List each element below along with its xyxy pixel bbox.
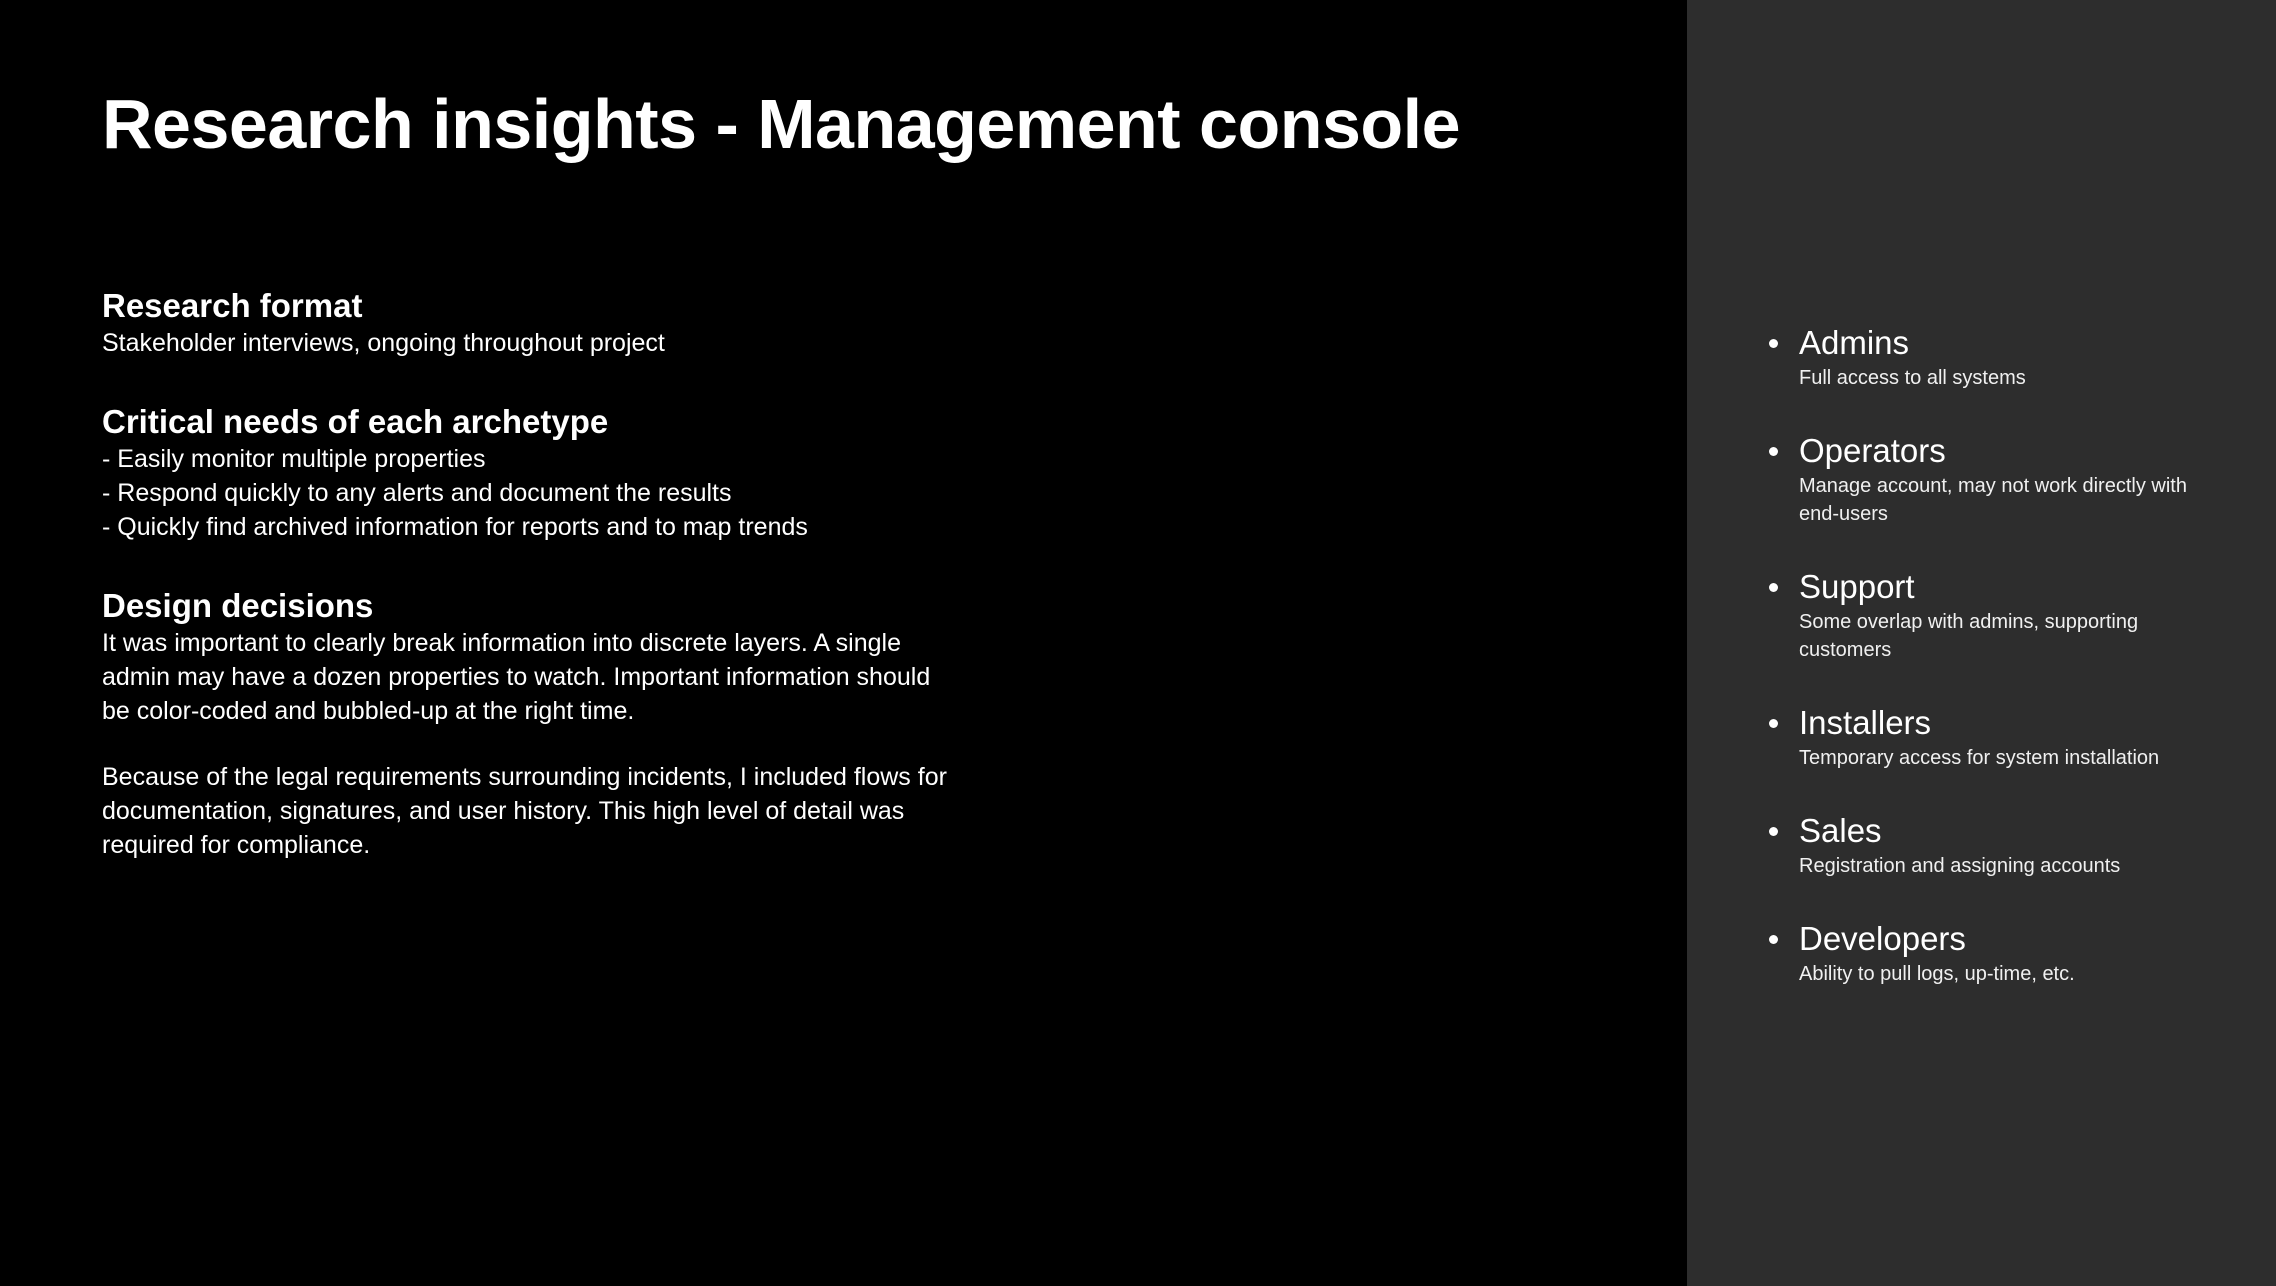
role-item-support (1760, 566, 2230, 664)
bullet-icon (1769, 447, 1778, 456)
critical-need-item: - Easily monitor multiple properties (102, 445, 486, 473)
role-name: Installers (1799, 704, 1932, 741)
critical-needs-list (102, 442, 962, 544)
role-item-operators (1760, 430, 2230, 528)
role-description: Full access to all systems (1799, 367, 2026, 389)
critical-need-item: - Respond quickly to any alerts and document the results (102, 479, 732, 507)
role-item-sales (1760, 810, 2230, 880)
critical-need-item: - Quickly find archived information for reports and to map trends (102, 513, 808, 541)
design-decisions-heading: Design decisions (102, 587, 374, 624)
role-description: Manage account, may not work directly with end-users (1799, 475, 2187, 525)
roles-list (1760, 322, 2230, 1026)
design-decisions-paragraph: Because of the legal requirements surrounding incidents, I included flows for documentation, signatures, and user history. This high level of detail was required for compliance. (102, 763, 947, 859)
research-format-text: Stakeholder interviews, ongoing throughout project (102, 329, 665, 357)
role-description: Ability to pull logs, up-time, etc. (1799, 963, 2075, 985)
bullet-icon (1769, 583, 1778, 592)
role-item-developers (1760, 918, 2230, 988)
research-format-section (102, 286, 962, 360)
role-name: Developers (1799, 920, 1966, 957)
role-name: Sales (1799, 812, 1882, 849)
role-name: Admins (1799, 324, 1910, 361)
design-decisions-section (102, 586, 962, 862)
content-column (102, 286, 962, 904)
role-name: Operators (1799, 432, 1946, 469)
role-description: Registration and assigning accounts (1799, 855, 2121, 877)
role-name: Support (1799, 568, 1915, 605)
bullet-icon (1769, 339, 1778, 348)
role-item-admins (1760, 322, 2230, 392)
role-item-installers (1760, 702, 2230, 772)
critical-needs-heading: Critical needs of each archetype (102, 403, 609, 440)
bullet-icon (1769, 827, 1778, 836)
bullet-icon (1769, 935, 1778, 944)
role-description: Temporary access for system installation (1799, 747, 2160, 769)
role-description: Some overlap with admins, supporting customers (1799, 611, 2139, 661)
bullet-icon (1769, 719, 1778, 728)
design-decisions-paragraph: It was important to clearly break information into discrete layers. A single admin may have a dozen properties to watch. Important information should be color-coded and bubbled-up at the right time. (102, 629, 931, 725)
page-title: Research insights - Management console (102, 85, 1461, 163)
critical-needs-section (102, 402, 962, 544)
research-format-heading: Research format (102, 287, 363, 324)
